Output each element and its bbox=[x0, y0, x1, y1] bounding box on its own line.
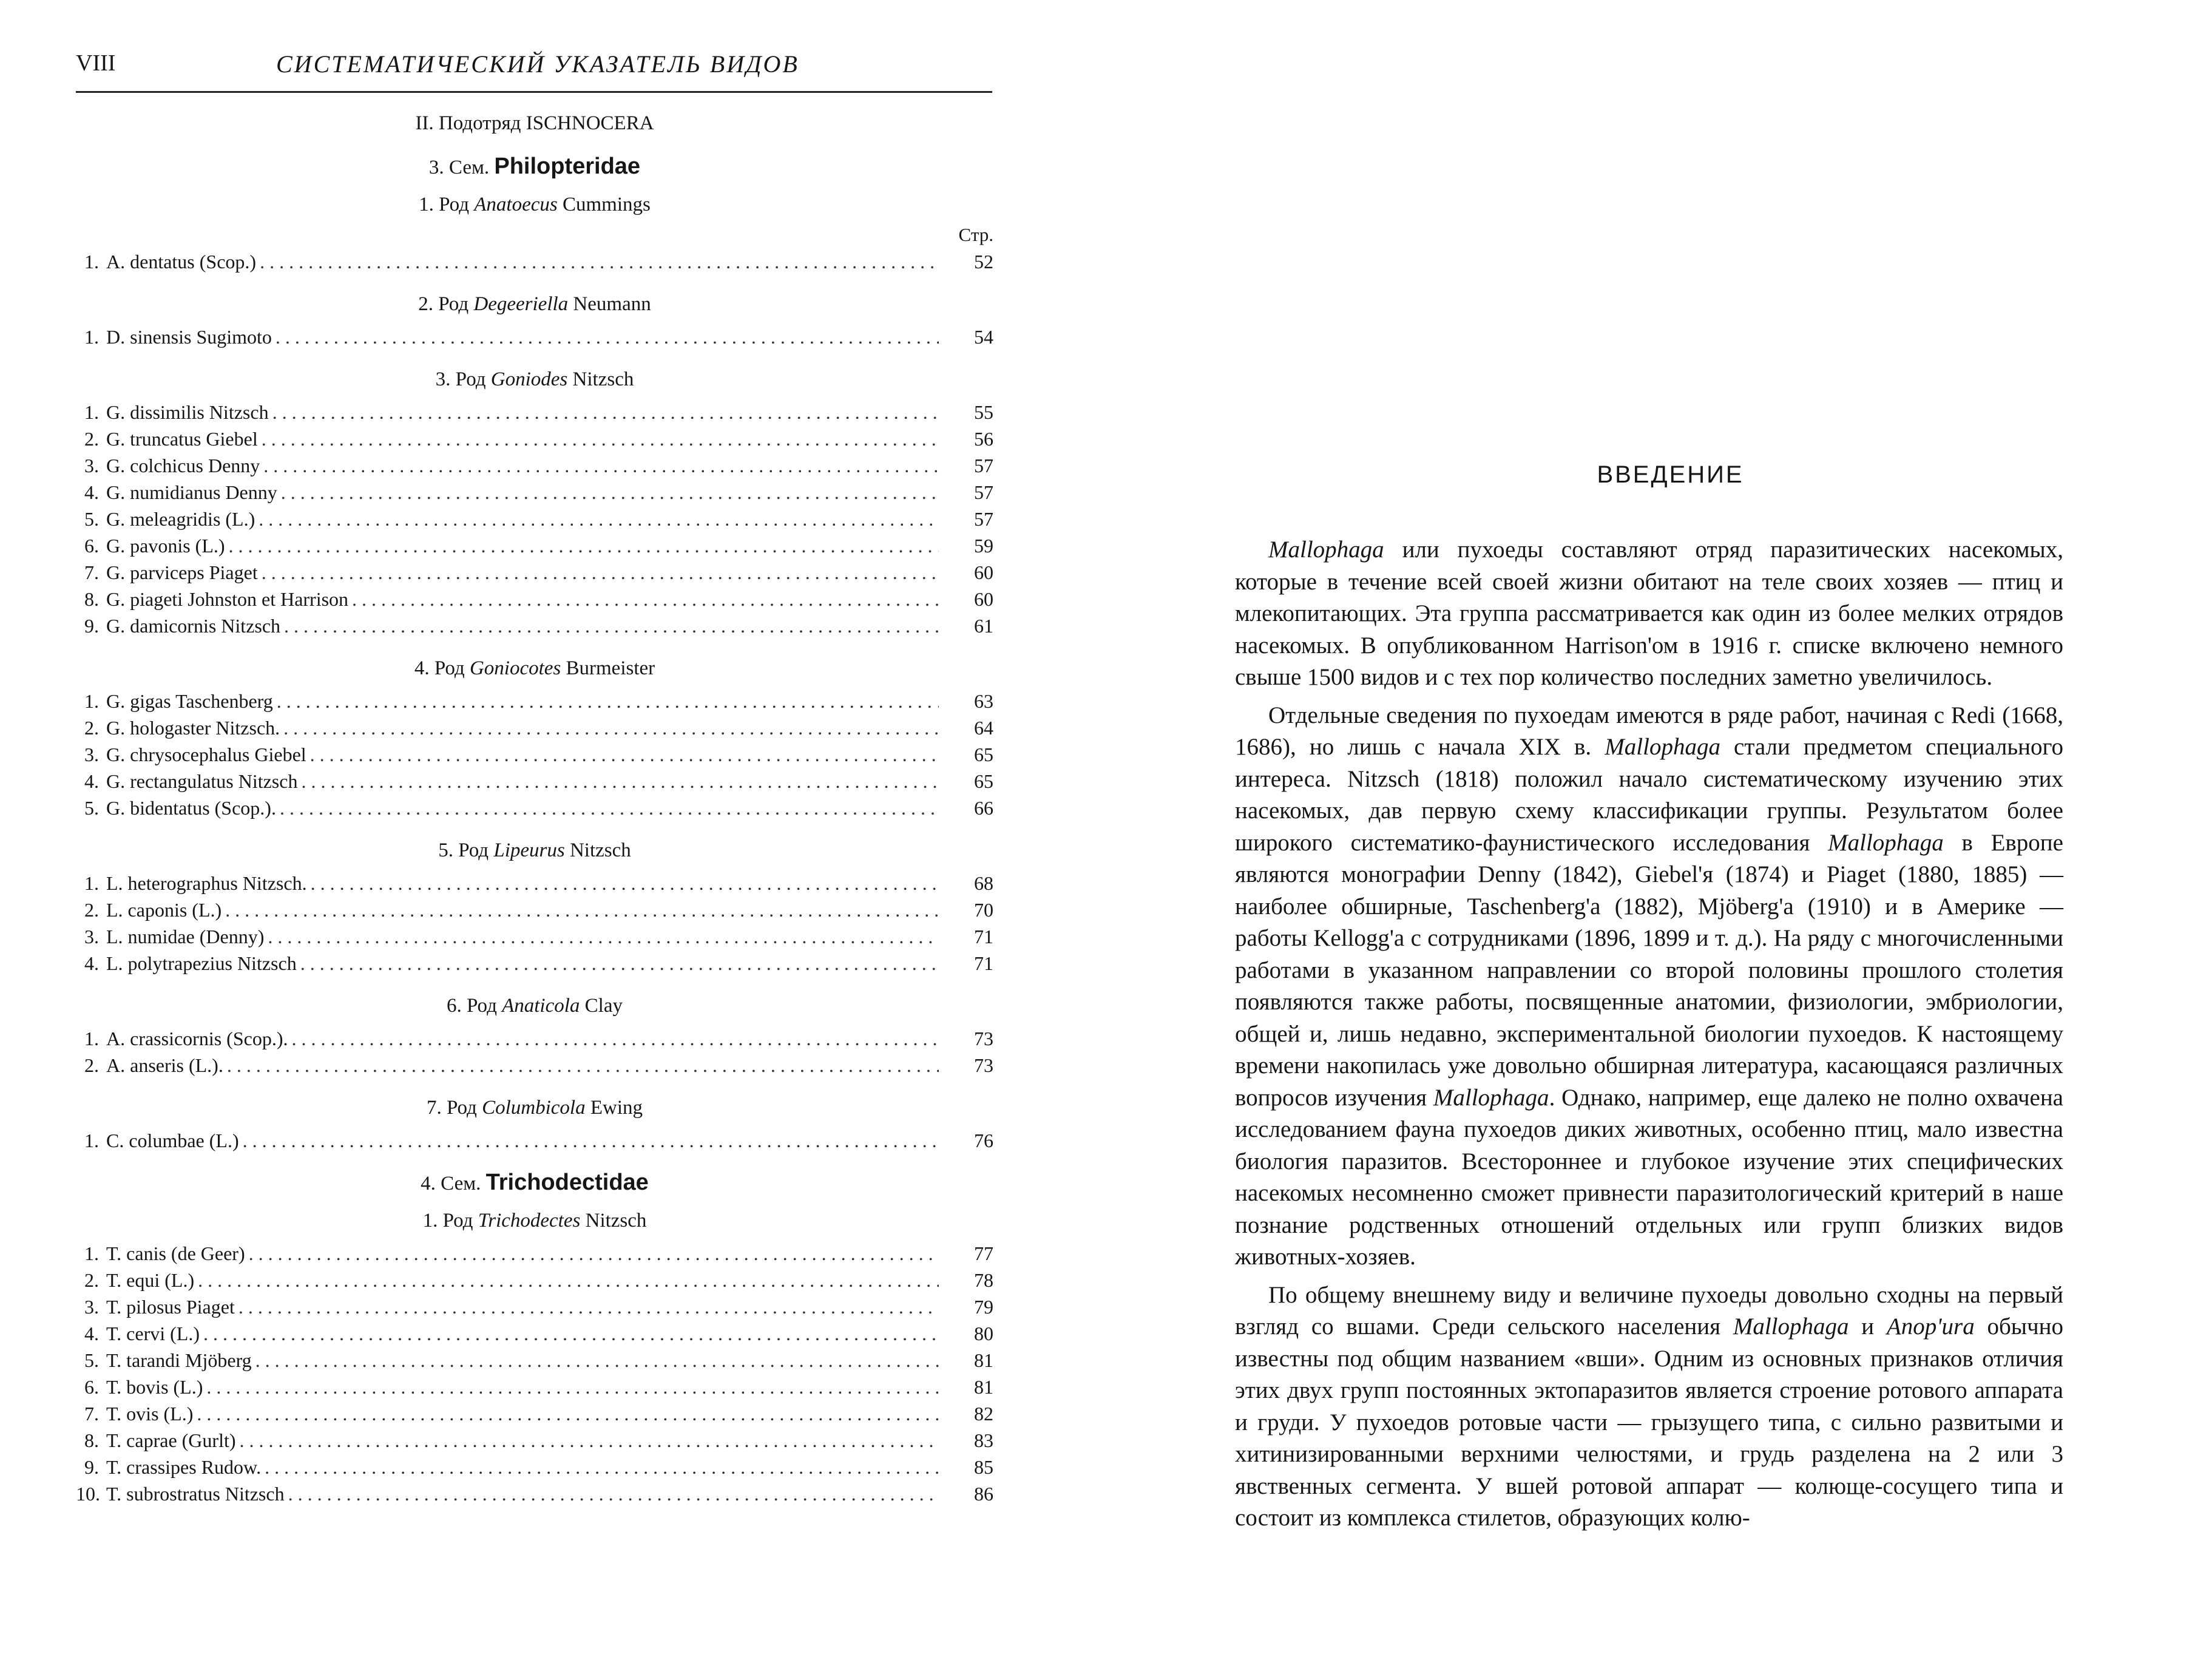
species-page: 64 bbox=[974, 717, 993, 739]
species-number: 8. bbox=[84, 588, 99, 610]
species-page: 61 bbox=[974, 615, 993, 637]
genus-name: Anaticola bbox=[502, 995, 580, 1017]
species-page: 56 bbox=[974, 428, 993, 450]
header-rule bbox=[76, 91, 992, 93]
species-page: 83 bbox=[974, 1429, 993, 1451]
species-entry bbox=[76, 1456, 993, 1483]
species-page: 60 bbox=[974, 588, 993, 610]
right-page bbox=[1129, 0, 2212, 1654]
species-page: 59 bbox=[974, 535, 993, 557]
leader-dots bbox=[310, 744, 939, 766]
species-page: 73 bbox=[974, 1054, 993, 1076]
species-name: G. parviceps Piaget bbox=[106, 561, 258, 583]
species-name: T. ovis (L.) bbox=[106, 1403, 194, 1425]
leader-dots bbox=[301, 770, 939, 793]
species-entry bbox=[76, 481, 993, 508]
genus-author: Burmeister bbox=[561, 657, 655, 679]
leader-dots bbox=[280, 797, 939, 819]
genus-name: Degeeriella bbox=[473, 293, 569, 315]
species-number: 10. bbox=[76, 1483, 100, 1505]
species-name: G. damicornis Nitzsch bbox=[106, 615, 281, 637]
species-entry bbox=[76, 926, 993, 952]
species-number: 7. bbox=[84, 1403, 99, 1425]
species-name: G. hologaster Nitzsch. bbox=[106, 717, 280, 739]
leader-dots bbox=[229, 535, 939, 557]
species-entry bbox=[76, 1376, 993, 1403]
species-name: G. colchicus Denny bbox=[106, 455, 260, 476]
species-entry bbox=[76, 1296, 993, 1323]
species-number: 1. bbox=[84, 1028, 99, 1049]
species-number: 1. bbox=[84, 872, 99, 894]
species-page: 76 bbox=[974, 1130, 993, 1151]
species-page: 65 bbox=[974, 744, 993, 765]
species-name: T. cervi (L.) bbox=[106, 1323, 200, 1344]
species-name: L. polytrapezius Nitzsch bbox=[106, 952, 297, 974]
species-page: 78 bbox=[974, 1269, 993, 1291]
species-name: G. pavonis (L.) bbox=[106, 535, 225, 557]
genus-prefix: 1. Род bbox=[419, 194, 475, 215]
text-run: стали предметом специального интереса. Nitzsch (1818) положил начало систематическому изучению этих насекомых, дав первую схему классификации группы. Результатом более широкого систематико-фаунистического исследования bbox=[1235, 734, 2064, 856]
genus-heading bbox=[76, 194, 993, 216]
leader-dots bbox=[197, 1403, 939, 1425]
paragraph bbox=[1235, 534, 2063, 694]
species-number: 1. bbox=[84, 401, 99, 423]
species-entry bbox=[76, 744, 993, 770]
species-page: 85 bbox=[974, 1456, 993, 1478]
species-name: G. bidentatus (Scop.). bbox=[106, 797, 276, 819]
introduction-text bbox=[1235, 534, 2063, 1540]
leader-dots bbox=[277, 690, 939, 713]
species-entry bbox=[76, 1403, 993, 1429]
species-name: G. meleagridis (L.) bbox=[106, 508, 255, 530]
species-number: 3. bbox=[84, 1296, 99, 1318]
leader-dots bbox=[198, 1269, 939, 1292]
species-entry bbox=[76, 1429, 993, 1456]
paragraph bbox=[1235, 700, 2063, 1273]
species-entry bbox=[76, 1242, 993, 1269]
species-page: 81 bbox=[974, 1376, 993, 1398]
species-entry bbox=[76, 1323, 993, 1349]
leader-dots bbox=[352, 588, 939, 611]
leader-dots bbox=[227, 1054, 939, 1077]
species-number: 3. bbox=[84, 926, 99, 947]
species-number: 2. bbox=[84, 717, 99, 739]
text-run: Отдельные сведения по пухоедам имеются в ряде работ, начиная с Redi (1668, 1686), но лишь с начала XIX в. bbox=[1235, 702, 2063, 760]
italic-term: Mallophaga bbox=[1433, 1084, 1549, 1111]
leader-dots bbox=[249, 1242, 939, 1265]
species-page: 77 bbox=[974, 1242, 993, 1264]
leader-dots bbox=[300, 952, 939, 975]
species-entry bbox=[76, 1483, 993, 1510]
species-name: T. subrostratus Nitzsch bbox=[106, 1483, 285, 1505]
leader-dots bbox=[203, 1323, 939, 1345]
species-entry bbox=[76, 1028, 993, 1054]
species-page: 63 bbox=[974, 690, 993, 712]
species-number: 4. bbox=[84, 1323, 99, 1344]
species-page: 68 bbox=[974, 872, 993, 894]
leader-dots bbox=[262, 561, 939, 584]
leader-dots bbox=[265, 1456, 939, 1479]
species-number: 2. bbox=[84, 428, 99, 450]
leader-dots bbox=[238, 1296, 939, 1318]
species-name: C. columbae (L.) bbox=[106, 1130, 239, 1151]
species-page: 71 bbox=[974, 926, 993, 947]
introduction-heading: ВВЕДЕНИЕ bbox=[1597, 461, 1744, 488]
species-page: 55 bbox=[974, 401, 993, 423]
species-number: 3. bbox=[84, 455, 99, 476]
genus-author: Clay bbox=[580, 995, 623, 1017]
species-name: T. bovis (L.) bbox=[106, 1376, 203, 1398]
text-run: и bbox=[1848, 1313, 1887, 1340]
species-page: 81 bbox=[974, 1349, 993, 1371]
species-entry bbox=[76, 326, 993, 353]
family-prefix: 3. Сем. bbox=[428, 157, 495, 178]
species-number: 9. bbox=[84, 1456, 99, 1478]
species-name: L. caponis (L.) bbox=[106, 899, 222, 921]
species-name: L. heterographus Nitzsch. bbox=[106, 872, 307, 894]
species-name: A. crassicornis (Scop.). bbox=[106, 1028, 288, 1049]
species-entry bbox=[76, 1054, 993, 1081]
text-run: По общему внешнему виду и величине пухоеды довольно сходны на первый взгляд со вшами. Среди сельского населения bbox=[1235, 1281, 2063, 1340]
leader-dots bbox=[263, 455, 939, 477]
text-run: . Однако, например, еще далеко не полно охвачена исследованием фауна пухоедов диких животных, особенно птиц, мало известна биология паразитов. Всестороннее и глубокое изучение этих специфических насекомых несомненно сможет привнести паразитологический критерий в наше познание родственных отношений отдельных или групп близких видов животных-хозяев. bbox=[1235, 1084, 2063, 1270]
species-entry bbox=[76, 690, 993, 717]
species-number: 2. bbox=[84, 1054, 99, 1076]
species-name: T. caprae (Gurlt) bbox=[106, 1429, 236, 1451]
leader-dots bbox=[281, 481, 939, 504]
species-name: G. rectangulatus Nitzsch bbox=[106, 770, 298, 792]
species-number: 3. bbox=[84, 744, 99, 765]
species-number: 1. bbox=[84, 690, 99, 712]
text-run: обычно известны под общим названием «вши». Одним из основных признаков отличия этих двух групп постоянных эктопаразитов является строение ротового аппарата и груди. У пухоедов ротовые части — грызущего типа, с сильно развитыми и хитинизированными верхними челюстями, и грудь разделена на 2 или 3 явственных сегмента. У вшей ротовой аппарат — колюще-сосущего типа и состоит из комплекса стилетов, образующих колю- bbox=[1235, 1313, 2063, 1531]
species-entry bbox=[76, 952, 993, 979]
species-number: 4. bbox=[84, 952, 99, 974]
genus-name: Anatoecus bbox=[474, 194, 558, 215]
leader-dots bbox=[255, 1349, 939, 1372]
genus-prefix: 2. Род bbox=[418, 293, 474, 315]
species-entry bbox=[76, 872, 993, 899]
species-number: 1. bbox=[84, 1130, 99, 1151]
species-number: 5. bbox=[84, 508, 99, 530]
leader-dots bbox=[243, 1130, 939, 1152]
genus-name: Columbicola bbox=[482, 1097, 586, 1119]
genus-prefix: 7. Род bbox=[426, 1097, 482, 1119]
species-number: 7. bbox=[84, 561, 99, 583]
species-entry bbox=[76, 588, 993, 615]
leader-dots bbox=[288, 1483, 939, 1505]
species-page: 73 bbox=[974, 1028, 993, 1049]
species-number: 5. bbox=[84, 797, 99, 819]
leader-dots bbox=[311, 872, 939, 895]
species-entry bbox=[76, 1130, 993, 1156]
running-title: СИСТЕМАТИЧЕСКИЙ УКАЗАТЕЛЬ ВИДОВ bbox=[276, 50, 799, 78]
leader-dots bbox=[240, 1429, 939, 1452]
species-page: 66 bbox=[974, 797, 993, 819]
genus-name: Goniodes bbox=[490, 368, 568, 390]
species-entry bbox=[76, 561, 993, 588]
genus-prefix: 4. Род bbox=[414, 657, 470, 679]
species-name: G. gigas Taschenberg bbox=[106, 690, 273, 712]
text-run: или пухоеды составляют отряд паразитических насекомых, которые в течение всей своей жизни обитают на теле своих хозяев — птиц и млекопитающих. Эта группа рассматривается как один из более мелких отрядов насекомых. В опубликованном Harrison'ом в 1916 г. списке включено немного свыше 1500 видов и с тех пор количество последних заметно увеличилось. bbox=[1235, 537, 2063, 690]
leader-dots bbox=[268, 926, 939, 948]
species-page: 86 bbox=[974, 1483, 993, 1505]
species-number: 9. bbox=[84, 615, 99, 637]
species-page: 71 bbox=[974, 952, 993, 974]
species-page: 70 bbox=[974, 899, 993, 921]
species-number: 4. bbox=[84, 770, 99, 792]
running-head bbox=[76, 50, 998, 87]
species-page: 79 bbox=[974, 1296, 993, 1318]
species-name: G. dissimilis Nitzsch bbox=[106, 401, 269, 423]
genus-name: Lipeurus bbox=[493, 839, 565, 861]
italic-term: Anop'ura bbox=[1886, 1313, 1975, 1340]
suborder-heading: II. Подотряд ISCHNOCERA bbox=[415, 112, 654, 134]
species-number: 2. bbox=[84, 899, 99, 921]
species-name: G. numidianus Denny bbox=[106, 481, 277, 503]
species-entry bbox=[76, 717, 993, 744]
species-page: 57 bbox=[974, 455, 993, 476]
genus-author: Cummings bbox=[557, 194, 651, 215]
left-page bbox=[0, 0, 1032, 1654]
species-name: L. numidae (Denny) bbox=[106, 926, 265, 947]
family-name: Philopteridae bbox=[494, 154, 641, 179]
species-entry bbox=[76, 455, 993, 481]
species-name: A. anseris (L.). bbox=[106, 1054, 223, 1076]
leader-dots bbox=[283, 717, 939, 739]
species-name: T. canis (de Geer) bbox=[106, 1242, 245, 1264]
genus-author: Ewing bbox=[585, 1097, 643, 1119]
species-entry bbox=[76, 770, 993, 797]
species-number: 1. bbox=[84, 1242, 99, 1264]
species-number: 6. bbox=[84, 1376, 99, 1398]
italic-term: Mallophaga bbox=[1605, 734, 1720, 760]
genus-author: Nitzsch bbox=[564, 839, 631, 861]
genus-prefix: 5. Род bbox=[438, 839, 494, 861]
genus-prefix: 1. Род bbox=[422, 1210, 478, 1232]
genus-heading bbox=[76, 657, 993, 680]
species-name: T. equi (L.) bbox=[106, 1269, 195, 1291]
species-name: A. dentatus (Scop.) bbox=[106, 251, 257, 273]
species-page: 54 bbox=[974, 326, 993, 348]
species-entry bbox=[76, 615, 993, 642]
species-name: T. pilosus Piaget bbox=[106, 1296, 235, 1318]
page-column-label: Стр. bbox=[958, 224, 993, 245]
species-page: 80 bbox=[974, 1323, 993, 1344]
genus-heading bbox=[76, 1210, 993, 1232]
species-entry bbox=[76, 251, 993, 277]
species-name: G. piageti Johnston et Harrison bbox=[106, 588, 349, 610]
species-page: 82 bbox=[974, 1403, 993, 1425]
species-entry bbox=[76, 899, 993, 926]
genus-prefix: 3. Род bbox=[435, 368, 491, 390]
species-number: 1. bbox=[84, 326, 99, 348]
leader-dots bbox=[259, 508, 939, 530]
leader-dots bbox=[260, 251, 939, 273]
italic-term: Mallophaga bbox=[1828, 829, 1944, 856]
italic-term: Mallophaga bbox=[1268, 537, 1384, 563]
genus-author: Neumann bbox=[568, 293, 651, 315]
species-number: 6. bbox=[84, 535, 99, 557]
genus-heading bbox=[76, 368, 993, 391]
leader-dots bbox=[272, 401, 939, 424]
paragraph bbox=[1235, 1279, 2063, 1534]
species-entry bbox=[76, 1269, 993, 1296]
species-entry bbox=[76, 535, 993, 561]
genus-heading bbox=[76, 839, 993, 862]
species-number: 5. bbox=[84, 1349, 99, 1371]
genus-heading bbox=[76, 1097, 993, 1119]
species-name: G. truncatus Giebel bbox=[106, 428, 258, 450]
italic-term: Mallophaga bbox=[1733, 1313, 1849, 1340]
species-entry bbox=[76, 428, 993, 455]
genus-name: Goniocotes bbox=[469, 657, 561, 679]
leader-dots bbox=[291, 1028, 939, 1050]
species-page: 65 bbox=[974, 770, 993, 792]
leader-dots bbox=[276, 326, 939, 348]
genus-heading bbox=[76, 995, 993, 1017]
genus-author: Nitzsch bbox=[567, 368, 634, 390]
family-heading bbox=[76, 1170, 993, 1196]
species-name: T. crassipes Rudow. bbox=[106, 1456, 262, 1478]
family-heading bbox=[76, 154, 993, 180]
species-page: 60 bbox=[974, 561, 993, 583]
species-entry bbox=[76, 508, 993, 535]
species-number: 1. bbox=[84, 251, 99, 273]
species-entry bbox=[76, 797, 993, 824]
species-entry bbox=[76, 401, 993, 428]
leader-dots bbox=[225, 899, 939, 921]
page-number: VIII bbox=[76, 50, 116, 76]
text-run: в Европе являются монографии Denny (1842), Giebel'я (1874) и Piaget (1880, 1885) — наиболее обширные, Taschenberg'a (1882), Mjöberg'a (1910) и в Америке — работы Kellogg'a с сотрудниками (1896, 1899 и т. д.). На ряду с многочисленными работами в указанном направлении со второй половины прошлого столетия появляются также работы, посвященные анатомии, физиологии, эмбриологии, общей и, лишь недавно, экспериментальной биологии пухоедов. К настоящему времени накопилась уже довольно обширная литература, касающаяся различных вопросов изучения bbox=[1235, 829, 2063, 1111]
species-number: 2. bbox=[84, 1269, 99, 1291]
family-prefix: 4. Сем. bbox=[421, 1173, 486, 1195]
species-page: 57 bbox=[974, 481, 993, 503]
species-number: 4. bbox=[84, 481, 99, 503]
leader-dots bbox=[262, 428, 939, 450]
species-name: G. chrysocephalus Giebel bbox=[106, 744, 306, 765]
leader-dots bbox=[284, 615, 939, 637]
genus-author: Nitzsch bbox=[580, 1210, 647, 1232]
species-page: 52 bbox=[974, 251, 993, 273]
species-entry bbox=[76, 1349, 993, 1376]
genus-prefix: 6. Род bbox=[446, 995, 502, 1017]
family-name: Trichodectidae bbox=[485, 1170, 649, 1195]
species-name: D. sinensis Sugimoto bbox=[106, 326, 272, 348]
species-name: T. tarandi Mjöberg bbox=[106, 1349, 252, 1371]
leader-dots bbox=[206, 1376, 939, 1398]
genus-heading bbox=[76, 293, 993, 316]
genus-name: Trichodectes bbox=[478, 1210, 581, 1232]
species-number: 8. bbox=[84, 1429, 99, 1451]
species-page: 57 bbox=[974, 508, 993, 530]
